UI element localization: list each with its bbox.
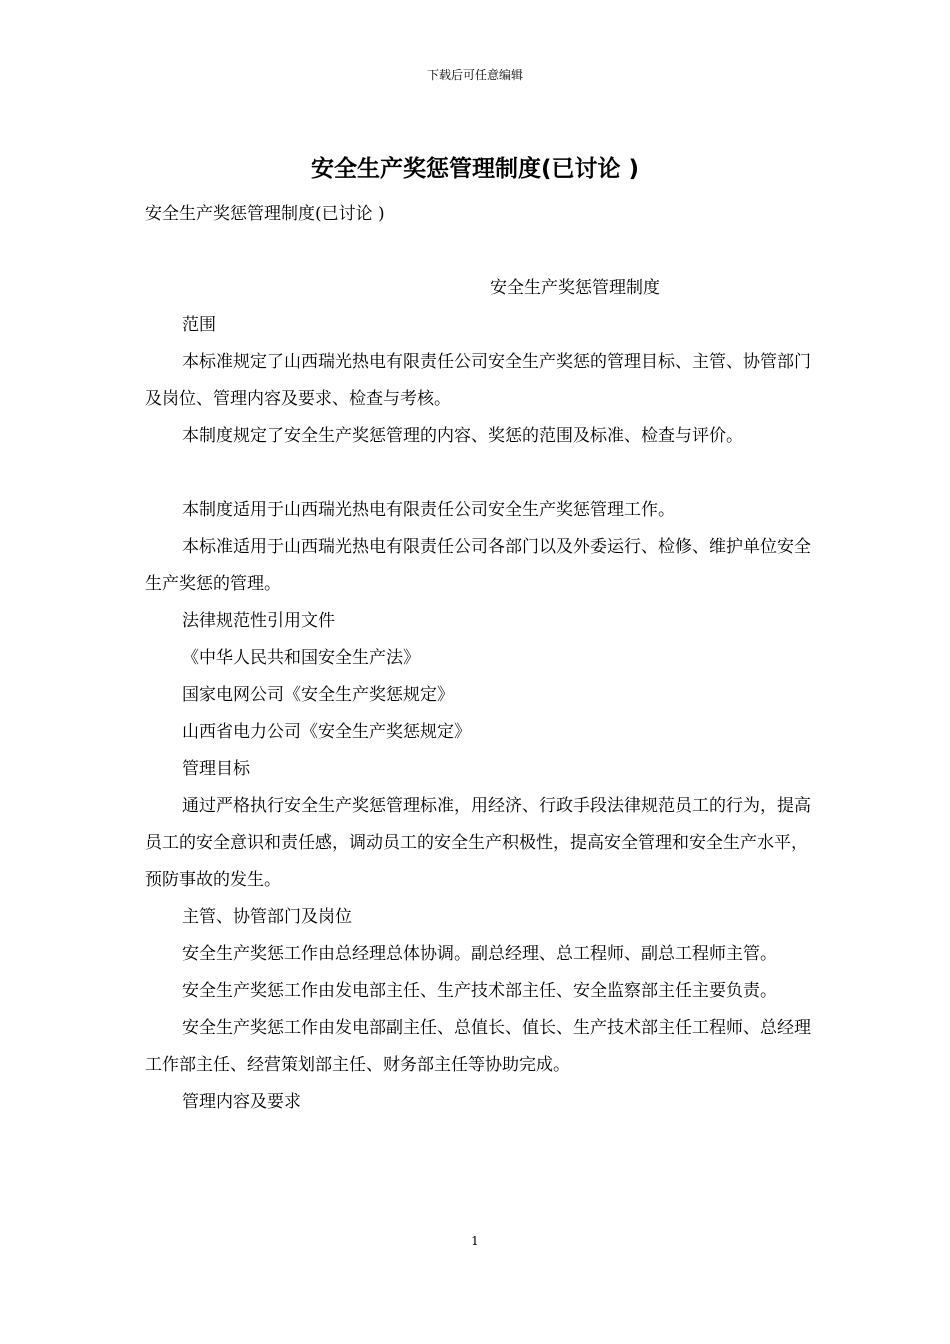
document-body (145, 196, 820, 1121)
blank-line (145, 233, 820, 270)
page-number: 1 (471, 1234, 479, 1248)
paragraph: 安全生产奖惩工作由发电部副主任、总值长、值长、生产技术部主任工程师、总经理工作部主任、经营策划部主任、财务部主任等协助完成。 (145, 1018, 811, 1075)
heading-references: 法律规范性引用文件 (182, 611, 335, 631)
paragraph: 本标准规定了山西瑞光热电有限责任公司安全生产奖惩的管理目标、主管、协管部门及岗位、管理内容及要求、检查与考核。 (145, 352, 811, 409)
paragraph: 本制度规定了安全生产奖惩管理的内容、奖惩的范围及标准、检查与评价。 (182, 426, 743, 446)
heading-scope: 范围 (182, 315, 216, 335)
reference-item: 山西省电力公司《安全生产奖惩规定》 (182, 722, 471, 742)
paragraph: 通过严格执行安全生产奖惩管理标准，用经济、行政手段法律规范员工的行为，提高员工的安全意识和责任感，调动员工的安全生产积极性，提高安全管理和安全生产水平，预防事故的发生。 (145, 796, 811, 890)
heading-objectives: 管理目标 (182, 759, 250, 779)
paragraph: 本标准适用于山西瑞光热电有限责任公司各部门以及外委运行、检修、维护单位安全生产奖惩的管理。 (145, 537, 811, 594)
heading-departments: 主管、协管部门及岗位 (182, 907, 352, 927)
document-title: 安全生产奖惩管理制度(已讨论 ) (310, 156, 640, 182)
paragraph: 安全生产奖惩工作由发电部主任、生产技术部主任、安全监察部主任主要负责。 (182, 981, 777, 1001)
page-header: 下载后可任意编辑 (426, 68, 523, 82)
reference-item: 国家电网公司《安全生产奖惩规定》 (182, 685, 454, 705)
heading-content-requirements: 管理内容及要求 (182, 1092, 301, 1112)
document-subtitle: 安全生产奖惩管理制度(已讨论 ) (145, 204, 385, 224)
paragraph: 安全生产奖惩工作由总经理总体协调。副总经理、总工程师、副总工程师主管。 (182, 944, 777, 964)
paragraph: 本制度适用于山西瑞光热电有限责任公司安全生产奖惩管理工作。 (182, 500, 675, 520)
blank-line (145, 455, 820, 492)
reference-item: 《中华人民共和国安全生产法》 (182, 648, 420, 668)
section-title: 安全生产奖惩管理制度 (490, 278, 660, 298)
